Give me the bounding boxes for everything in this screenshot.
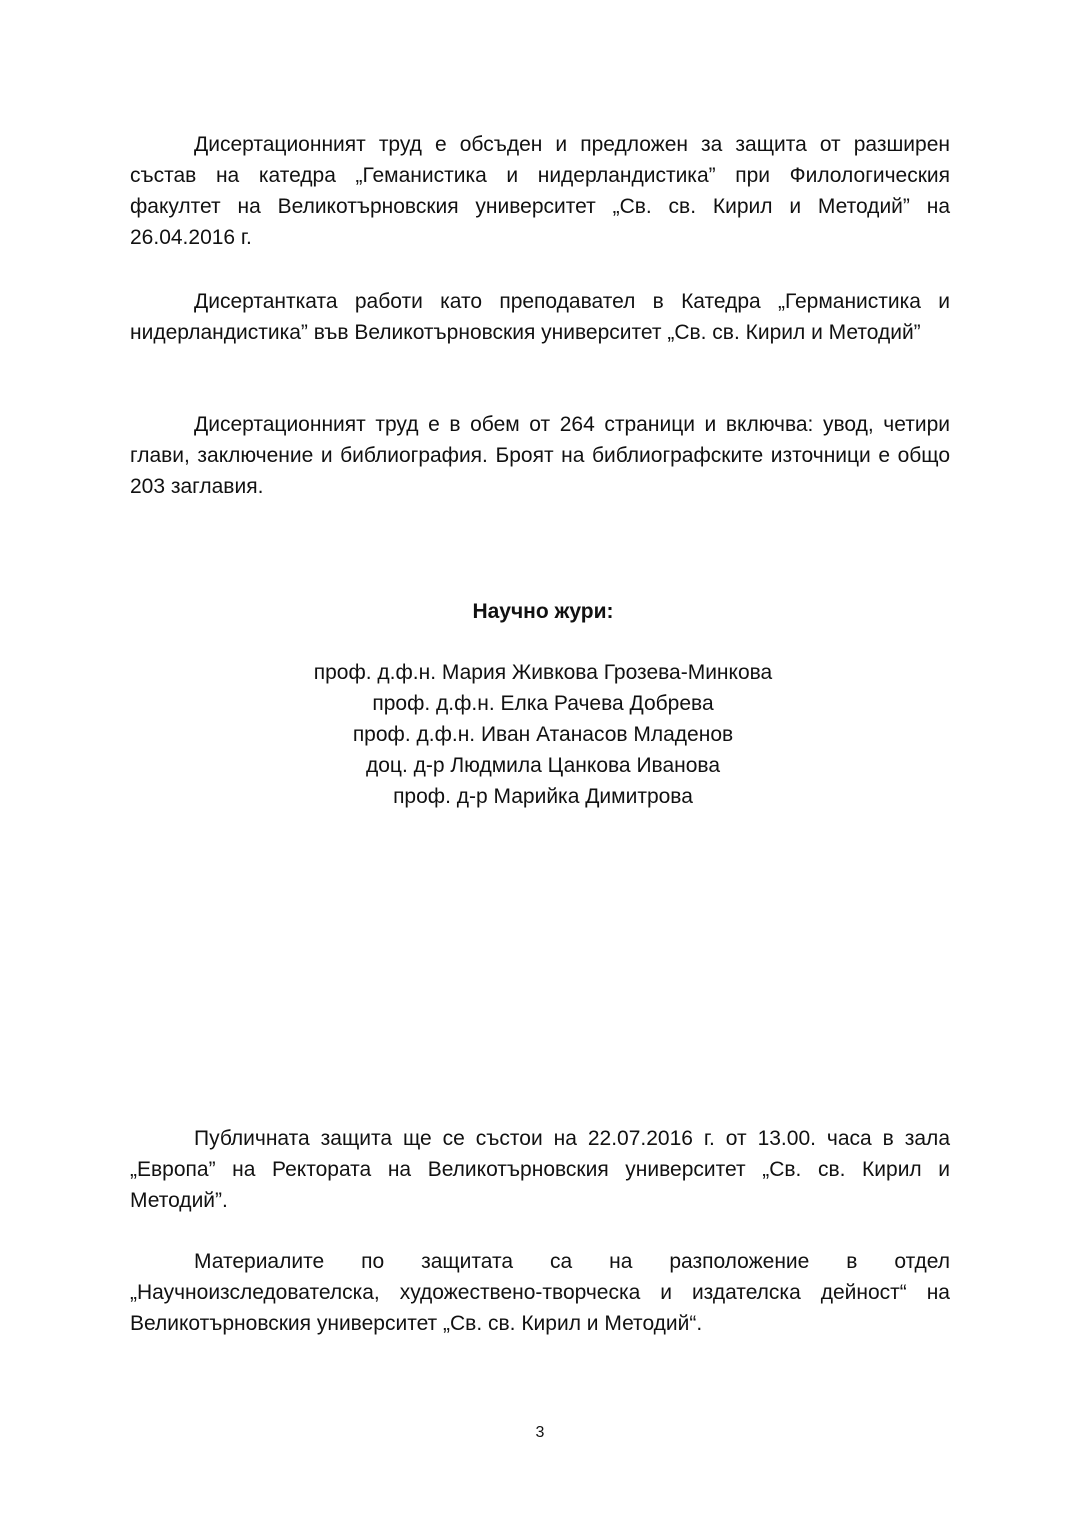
paragraph-doctoral-candidate-position: Дисертантката работи като преподавател в Катедра „Германистика и нидерландистика” във Великотърновския университет „Св. св. Кирил и Методий” bbox=[130, 290, 950, 344]
jury-member: проф. д-р Марийка Димитрова bbox=[393, 785, 693, 808]
jury-member: проф. д.ф.н. Мария Живкова Грозева-Минкова bbox=[313, 661, 773, 684]
jury-member: проф. д.ф.н. Иван Атанасов Младенов bbox=[352, 723, 734, 746]
jury-members-list bbox=[130, 657, 956, 812]
page-number: 3 bbox=[535, 1424, 545, 1441]
jury-heading: Научно жури: bbox=[472, 600, 614, 623]
jury-member: проф. д.ф.н. Елка Рачева Добрева bbox=[372, 692, 714, 715]
paragraph-public-defense: Публичната защита ще се състои на 22.07.2016 г. от 13.00. часа в зала „Европа” на Ректората на Великотърновския университет „Св. св. Кирил и Методий”. bbox=[130, 1127, 950, 1212]
jury-member: доц. д-р Людмила Цанкова Иванова bbox=[365, 754, 721, 777]
paragraph-dissertation-discussed: Дисертационният труд е обсъден и предложен за защита от разширен състав на катедра „Геманистика и нидерландистика” при Филологическия факултет на Великотърновския университет „Св. св. Кирил и Методий” на 26.04.2016 г. bbox=[130, 133, 950, 249]
paragraph-dissertation-volume: Дисертационният труд е в обем от 264 страници и включва: увод, четири глави, заключение и библиография. Броят на библиографските източници е общо 203 заглавия. bbox=[130, 413, 950, 498]
paragraph-materials-availability: Материалите по защитата са на разположение в отдел „Научноизследователска, художествено-творческа и издателска дейност“ на Великотърновския университет „Св. св. Кирил и Методий“. bbox=[130, 1250, 950, 1335]
